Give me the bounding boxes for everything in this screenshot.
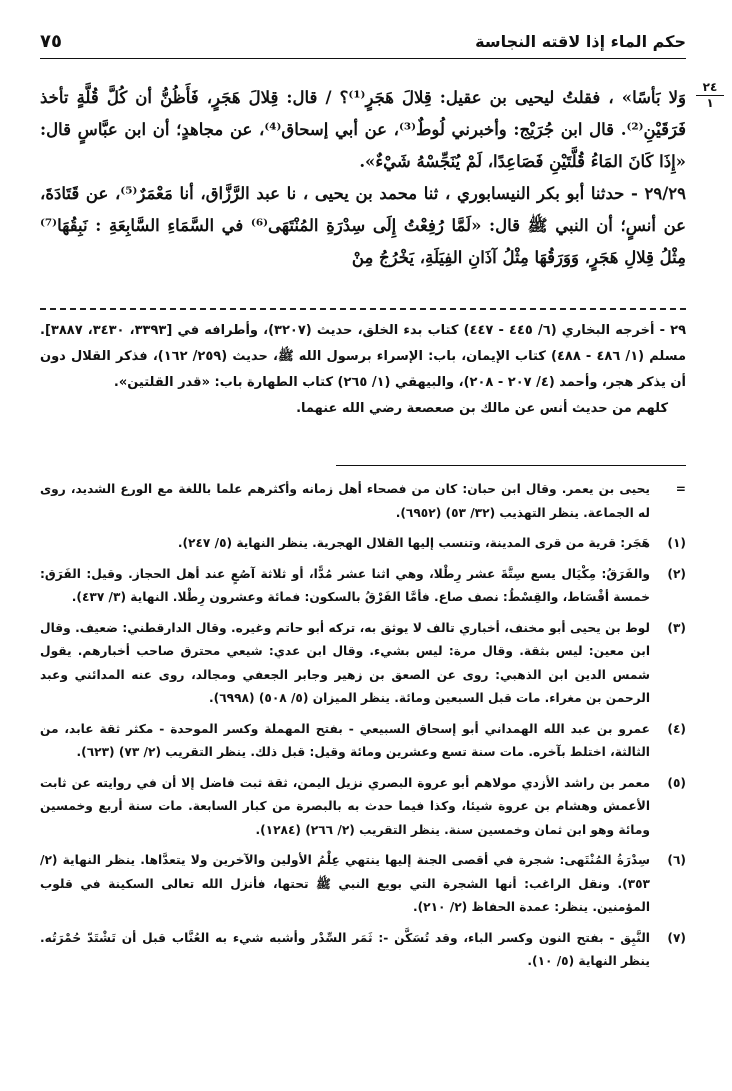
footnote-text: لوط بن يحيى أبو مخنف، أخباري تالف لا يوثق به، تركه أبو حاتم وغيره. وقال الدارقطني: ضعيف. وقال ابن معين: ليس بثقة. وقال مرة: ليس بشيء. وقال ابن عدي: شيعي محترق صاحب أخبارهم. يقول شمس الدين ابن الذهبي: روى عن الصعق بن زهير وجابر الجعفي ومجالد، روى عنه المدائني وعبد الرحمن بن مغراء. مات قبل السبعين ومائة. ينظر الميزان (٥/ ٥٠٨) (٦٩٩٨). xyxy=(40,620,650,705)
main-paragraph-2: ٢٩/٢٩ - حدثنا أبو بكر النيسابوري ، ثنا محمد بن يحيى ، نا عبد الرَّزَّاق، أنا مَعْمَرٌ⁽⁵⁾، عن قَتَادَةَ، عن أنسٍ؛ أن النبي ﷺ قال: «لَمَّا رُفِعْتُ إِلَى سِدْرَةِ المُنْتَهَى⁽⁶⁾ في السَّمَاءِ السَّابِعَةِ : نَبِقُهَا⁽⁷⁾ مِثْلُ قِلالِ هَجَرٍ، وَوَرَقُهَا مِثْلُ آذَانِ الفِيَلَةِ، يَخْرُجُ مِنْ xyxy=(40,184,687,267)
main-text xyxy=(40,82,686,274)
footnote-text: سِدْرَةُ المُنْتَهى: شجرة في أقصى الجنة إليها ينتهي عِلْمُ الأولين والآخرين ولا يتعدَّاها. ينظر النهاية (٢/ ٣٥٣). ونقل الراغب: أنها الشجرة التي بويع النبي ﷺ تحتها، فأنزل الله تعالى السكينة في قلوب المؤمنين. ينظر: عمدة الحفاظ (٢/ ٢١٠). xyxy=(40,853,650,914)
dashed-separator xyxy=(40,308,686,310)
footnote-text: معمر بن راشد الأزدي مولاهم أبو عروة البصري نزيل اليمن، ثقة ثبت فاضل إلا أن في روايته عن ثابت الأعمش وهشام بن عروة شيئا، وكذا فيما حدث به بالبصرة من كبار السابعة. مات سنة أربع وخمسين ومائة وهو ابن ثمان وخمسين سنة. ينظر التقريب (٢/ ٢٦٦) (١٢٨٤). xyxy=(40,775,650,837)
footnote-7 xyxy=(40,927,686,974)
margin-reference xyxy=(696,80,724,111)
footnote-text: هَجَر: قرية من قرى المدينة، وتنسب إليها القلال الهجرية. ينظر النهاية (٥/ ٢٤٧). xyxy=(177,536,650,550)
footnote-5 xyxy=(40,772,686,843)
footnote-marker: (٦) xyxy=(667,853,686,867)
footnote-2 xyxy=(40,563,686,610)
margin-ref-bottom: ١ xyxy=(706,96,714,110)
footnote-marker: (١) xyxy=(667,536,686,550)
main-paragraph-1: وَلا بَأسًا» ، فقلتُ ليحيى بن عقيل: قِلالَ هَجَرٍ⁽¹⁾؟ / قال: قِلالَ هَجَرٍ، فَأَظُنُّ أن كُلَّ قُلَّةٍ تأخذ فَرَقَيْنِ⁽²⁾. قال ابن جُرَيْج: وأخبرني لُوطٌ⁽³⁾، عن أبي إسحاق⁽⁴⁾، عن مجاهدٍ؛ أن ابن عبَّاسٍ قال: «إِذَا كَانَ المَاءُ قُلَّتَيْنِ فَصَاعِدًا، لَمْ يُنَجِّسْهُ شَيْءٌ». xyxy=(40,88,687,171)
page-header xyxy=(40,24,686,59)
takhrij-section xyxy=(40,318,686,422)
footnote-1 xyxy=(40,532,686,556)
footnote-text: يحيى بن يعمر. وقال ابن حبان: كان من فصحاء أهل زمانه وأكثرهم علما باللغة مع الورع الشديد، روى له الجماعة. ينظر التهذيب (٣٢/ ٥٣) (٦٩٥٢). xyxy=(40,482,650,520)
footnote-marker: (٥) xyxy=(667,775,686,790)
footnote-marker: (٤) xyxy=(667,721,686,736)
footnotes xyxy=(40,478,686,981)
footnote-6 xyxy=(40,849,686,920)
footnote-marker: (٢) xyxy=(667,566,686,581)
footnote-text: النَّبِق - بفتح النون وكسر الباء، وقد تُسَكَّن -: ثَمَر السِّدْر وأشبه شيء به العُنَّاب قبل أن تَشْتَدّ حُمْرَتُه. ينظر النهاية (٥/ ١٠). xyxy=(40,930,650,968)
takhrij-text: ٢٩ - أخرجه البخاري (٦/ ٤٤٥ - ٤٤٧) كتاب بدء الخلق، حديث (٣٢٠٧)، وأطرافه في [٣٣٩٣، ٣٤٣٠، ٣٨٨٧]. مسلم (١/ ٤٨٦ - ٤٨٨) كتاب الإيمان، باب: الإسراء برسول الله ﷺ، حديث (٢٥٩/ ١٦٢)، فذكر القلال دون أن يذكر هجر، وأحمد (٤/ ٢٠٧ - ٢٠٨)، والبيهقي (١/ ٢٦٥) كتاب الطهارة باب: «قدر القلتين». xyxy=(40,323,687,390)
footnote-3 xyxy=(40,617,686,711)
running-title: حكم الماء إذا لاقته النجاسة xyxy=(475,31,686,51)
footnote-marker: (٧) xyxy=(667,930,686,945)
footnote-4 xyxy=(40,718,686,765)
page-number: ٧٥ xyxy=(40,30,62,52)
footnote-marker: = xyxy=(675,482,686,496)
footnote-continued xyxy=(40,478,686,525)
margin-ref-top: ٢٤ xyxy=(696,80,724,96)
footnote-marker: (٣) xyxy=(667,620,686,635)
takhrij-conclusion: كلهم من حديث أنس عن مالك بن صعصعة رضي الله عنهما. xyxy=(296,401,668,416)
footnote-text: والفَرَقُ: مِكْيَال يسع سِتَّةَ عشر رِطْلا، وهي اثنا عشر مُدًّا، أو ثلاثة آصُعٍ عند أهل الحجاز. وقيل: الفَرَق: خمسة أقْسَاط، والقِسْطُ: نصف صاع. فأمَّا الفَرْقُ بالسكون: فمائة وعشرون رِطْلا. النهاية (٣/ ٤٣٧). xyxy=(40,566,650,604)
footnote-rule xyxy=(336,465,686,466)
footnote-text: عمرو بن عبد الله الهمداني أبو إسحاق السبيعي - بفتح المهملة وكسر الموحدة - مكثر ثقة عابد، من الثالثة، اختلط بآخره. مات سنة تسع وعشرين ومائة وقيل: قبل ذلك. ينظر التقريب (٢/ ٧٣) (٦٢٣). xyxy=(40,721,650,759)
